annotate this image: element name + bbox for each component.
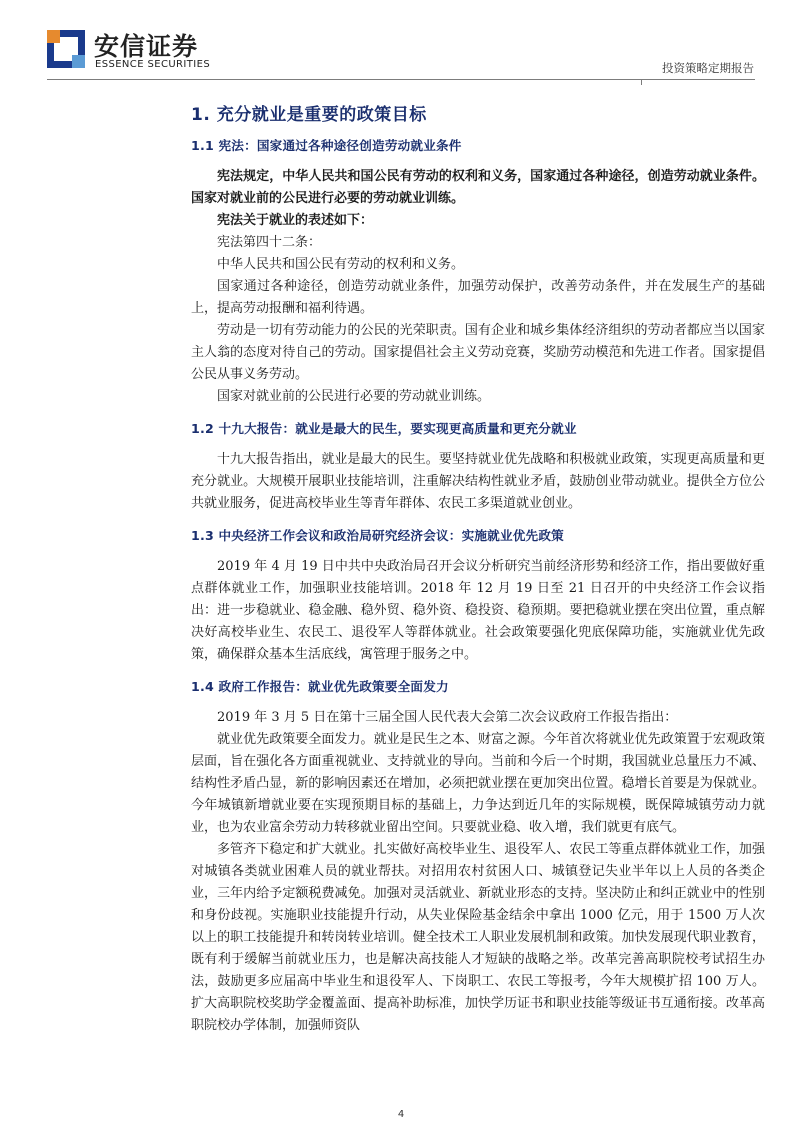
paragraph: 2019 年 4 月 19 日中共中央政治局召开会议分析研究当前经济形势和经济工作，指出要做好重点群体就业工作，加强职业技能培训。2018 年 12 月 19 日至 21 日召开的中央经济工作会议指出：进一步稳就业、稳金融、稳外贸、稳外资、稳投资、稳预期。要把稳就业摆在突出位置，重点解决好高校毕业生、农民工、退役军人等群体就业。社会政策要强化兜底保障功能，实施就业优先政策，确保群众基本生活底线，寓管理于服务之中。 (191, 559, 765, 662)
section-heading: 1. 充分就业是重要的政策目标 (191, 105, 427, 125)
paragraph: 十九大报告指出，就业是最大的民生。要坚持就业优先战略和积极就业政策，实现更高质量和更充分就业。大规模开展职业技能培训，注重解决结构性就业矛盾，鼓励创业带动就业。提供全方位公共就业服务，促进高校毕业生等青年群体、农民工多渠道就业创业。 (191, 452, 765, 511)
paragraph: 劳动是一切有劳动能力的公民的光荣职责。国有企业和城乡集体经济组织的劳动者都应当以国家主人翁的态度对待自己的劳动。国家提倡社会主义劳动竞赛，奖励劳动模范和先进工作者。国家提倡公民从事义务劳动。 (191, 323, 765, 382)
subsection-title: 1.4 政府工作报告：就业优先政策要全面发力 (191, 679, 449, 694)
header-divider (47, 79, 755, 80)
section-1-1 (191, 135, 765, 408)
paragraph: 多管齐下稳定和扩大就业。扎实做好高校毕业生、退役军人、农民工等重点群体就业工作，加强对城镇各类就业困难人员的就业帮扶。对招用农村贫困人口、城镇登记失业半年以上人员的各类企业，三年内给予定额税费减免。加强对灵活就业、新就业形态的支持。坚决防止和纠正就业中的性别和身份歧视。实施职业技能提升行动，从失业保险基金结余中拿出 1000 亿元，用于 1500 万人次以上的职工技能提升和转岗转业培训。健全技术工人职业发展机制和政策。加快发展现代职业教育，既有利于缓解当前就业压力，也是解决高技能人才短缺的战略之举。改革完善高职院校考试招生办法，鼓励更多应届高中毕业生和退役军人、下岗职工、农民工等报考，今年大规模扩招 100 万人。扩大高职院校奖助学金覆盖面、提高补助标准，加快学历证书和职业技能等级证书互通衔接。改革高职院校办学体制，加强师资队 (191, 842, 765, 1033)
paragraph: 2019 年 3 月 5 日在第十三届全国人民代表大会第二次会议政府工作报告指出： (217, 710, 678, 725)
logo-chinese-name: 安信证券 (94, 32, 199, 61)
paragraph: 中华人民共和国公民有劳动的权利和义务。 (217, 257, 465, 272)
section-1-3 (191, 525, 765, 666)
essence-logo-icon (47, 30, 85, 68)
subsection-title: 1.2 十九大报告：就业是最大的民生，要实现更高质量和更充分就业 (191, 421, 577, 436)
subsection-title: 1.3 中央经济工作会议和政治局研究经济会议：实施就业优先政策 (191, 528, 564, 543)
section-1-4 (191, 676, 765, 1037)
report-type-label: 投资策略定期报告 (662, 61, 754, 75)
paragraph: 宪法第四十二条： (217, 235, 322, 250)
subsection-title: 1.1 宪法：国家通过各种途径创造劳动就业条件 (191, 138, 462, 153)
paragraph: 宪法规定，中华人民共和国公民有劳动的权利和义务，国家通过各种途径，创造劳动就业条件。国家对就业前的公民进行必要的劳动就业训练。 (191, 169, 765, 206)
page-number: 4 (397, 1109, 405, 1120)
paragraph: 宪法关于就业的表述如下： (217, 213, 374, 228)
paragraph: 国家通过各种途径，创造劳动就业条件，加强劳动保护，改善劳动条件，并在发展生产的基础上，提高劳动报酬和福利待遇。 (191, 279, 765, 316)
header-divider-notch (641, 79, 642, 85)
page-header (0, 0, 802, 80)
section-1-2 (191, 418, 765, 515)
logo-english-name: ESSENCE SECURITIES (95, 59, 211, 70)
paragraph: 就业优先政策要全面发力。就业是民生之本、财富之源。今年首次将就业优先政策置于宏观政策层面，旨在强化各方面重视就业、支持就业的导向。当前和今后一个时期，我国就业总量压力不减、结构性矛盾凸显，新的影响因素还在增加，必须把就业摆在更加突出位置。稳增长首要是为保就业。今年城镇新增就业要在实现预期目标的基础上，力争达到近几年的实际规模，既保障城镇劳动力就业，也为农业富余劳动力转移就业留出空间。只要就业稳、收入增，我们就更有底气。 (191, 732, 765, 835)
document-body (191, 100, 765, 1047)
paragraph: 国家对就业前的公民进行必要的劳动就业训练。 (217, 389, 491, 404)
